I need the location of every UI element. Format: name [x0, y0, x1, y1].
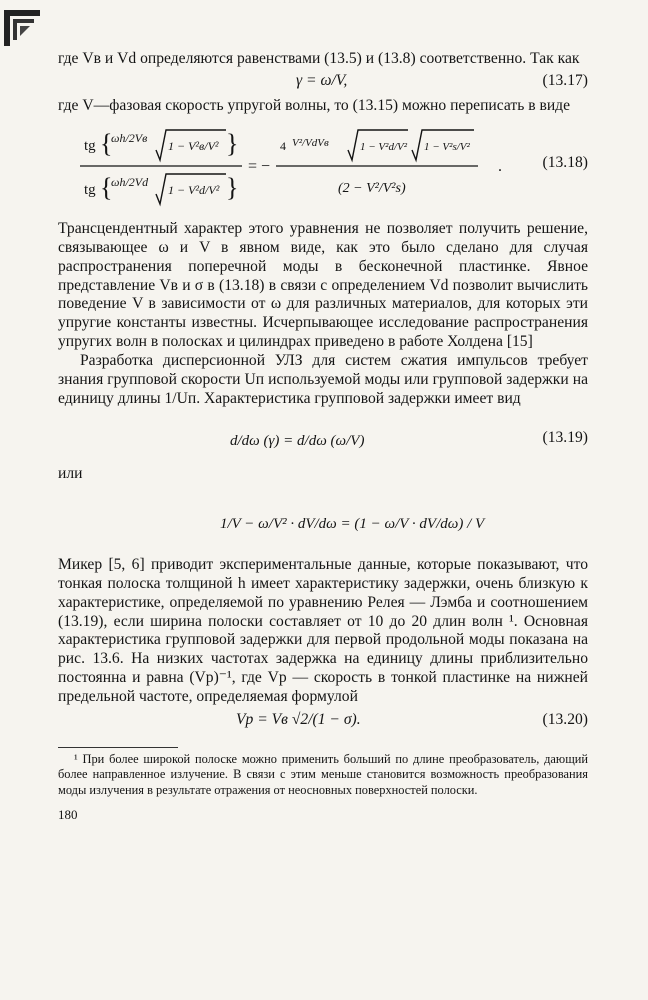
eq18-tg-bottom: tg — [84, 181, 96, 198]
eq18-brace-open-top: { — [100, 128, 113, 158]
equation-13-18-number: (13.18) — [542, 153, 588, 171]
equation-13-20-formula: Vp = Vв √2/(1 − σ). — [236, 711, 361, 729]
equation-13-17 — [58, 72, 588, 94]
paragraph-1: где Vв и Vd определяются равенствами (13.5) и (13.8) соответственно. Так как — [58, 50, 580, 67]
eq18-brace-close-bottom: } — [226, 172, 239, 202]
eq18-brace-open-bottom: { — [100, 172, 113, 202]
equation-13-18-graphic — [58, 122, 528, 212]
equation-13-19 — [58, 419, 588, 459]
equation-13-19-formula: d/dω (γ) = d/dω (ω/V) — [230, 432, 365, 449]
equation-13-19-number: (13.19) — [542, 428, 588, 446]
eq18-den-arg: ωh/2Vd — [111, 174, 149, 189]
eq18-rhs-coef: 4 — [280, 138, 286, 153]
eq18-brace-close-top: } — [226, 128, 239, 158]
paragraph-3: Трансцендентный характер этого уравнения не позволяет получить решение, связывающее ω и V в явном виде, как это было сделано для случая распространения поперечной моды в бесконечной пластинке. Явное представление Vв и σ в (13.18) в связи с определением Vd позволит вычислить поведение V в зависимости от ω для различных материалов, для которых эти упругие константы известны. Исчерпывающее исследование распространения упругих волн в полосках и цилиндрах приведено в работе Холдена [15] — [58, 219, 588, 351]
equation-13-19-graphic — [58, 419, 478, 459]
equation-13-20-number: (13.20) — [542, 711, 588, 729]
equation-13-18 — [58, 122, 588, 212]
eq18-equals-minus: = − — [248, 157, 271, 175]
paragraph-or: или — [58, 464, 83, 482]
equation-13-20 — [58, 711, 588, 735]
eq18-rhs-frac: V²/VdVв — [292, 136, 329, 149]
footnote: ¹ При более широкой полоске можно применить больший по длине преобразователь, дающий более направленное излучение. В связи с этим меньше становится возможность преобразования моды излучения в результате отражения от неосновных поверхностей полоски. — [58, 752, 588, 797]
eq18-num-sqrt: 1 − V²в/V² — [168, 138, 219, 153]
eq18-trailing-dot: . — [498, 157, 502, 175]
equation-13-17-number: (13.17) — [542, 71, 588, 89]
page-number: 180 — [58, 807, 78, 823]
eq18-rhs-sqrt2: 1 − V²s/V² — [424, 140, 470, 153]
paragraph-4: Разработка дисперсионной УЛЗ для систем сжатия импульсов требует знания групповой скорости Uп используемой моды или групповой задержки на единицу длины 1/Uп. Характеристика групповой задержки имеет вид — [58, 352, 588, 407]
equation-13-19-expanded-graphic — [58, 488, 588, 548]
equation-13-19-expanded — [58, 488, 588, 548]
page-body — [58, 50, 588, 825]
eq18-tg-top: tg — [84, 137, 96, 154]
eq18-rhs-den: (2 − V²/V²s) — [338, 180, 406, 196]
equation-13-19-expanded-formula: 1/V − ω/V² · dV/dω = (1 − ω/V · dV/dω) / V — [220, 515, 485, 532]
eq18-rhs-sqrt1: 1 − V²d/V² — [360, 140, 408, 153]
paragraph-2: где V—фазовая скорость упругой волны, то (13.15) можно переписать в виде — [58, 96, 571, 114]
eq18-den-sqrt: 1 − V²d/V² — [168, 182, 220, 197]
eq18-num-arg: ωh/2Vв — [111, 130, 148, 145]
equation-13-17-formula: γ = ω/V, — [296, 71, 348, 89]
footnote-separator — [58, 747, 178, 748]
paragraph-5: Микер [5, 6] приводит экспериментальные данные, которые показывают, что тонкая полоска толщиной h имеет характеристику задержки, очень близкую к характеристике, определяемой по уравнению Релея — Лэмба и соотношением (13.19), если ширина полоски составляет от 10 до 20 длин волн ¹. Основная характеристика групповой задержки для первой продольной моды показана на рис. 13.6. На низких частотах задержка на единицу длины приблизительно постоянна и равна (Vp)⁻¹, где Vp — скорость в тонкой пластинке на нижней предельной частоте, определяемая формулой — [58, 555, 588, 706]
corner-ornament — [4, 10, 44, 50]
